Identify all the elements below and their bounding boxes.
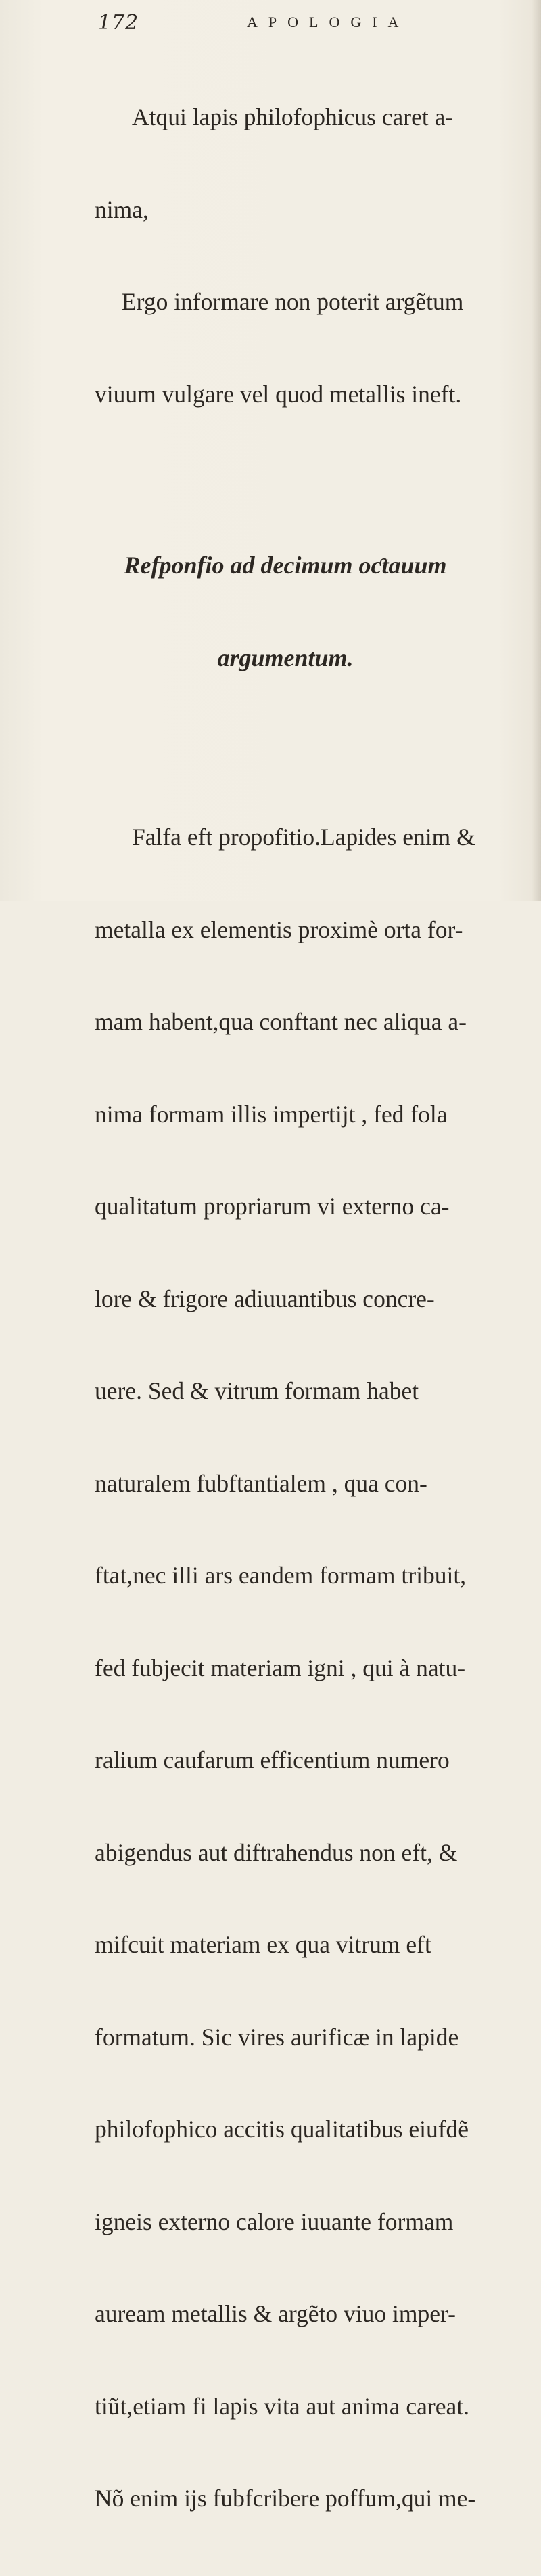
text-line: ftat,nec illi ars eandem formam tribuit, xyxy=(95,1562,467,1589)
text-line: formatum. Sic vires aurificæ in lapide xyxy=(95,2023,459,2051)
text-line: metalla ex elementis proximè orta for- xyxy=(95,915,463,943)
text-line: philofophico accitis qualitatibus eiufdẽ xyxy=(95,2116,469,2143)
text-line: Falfa eft propofitio.Lapides enim & xyxy=(132,824,475,851)
text-line: nima, xyxy=(95,195,149,223)
text-line: mifcuit materiam ex qua vitrum eft xyxy=(95,1931,431,1958)
spacer xyxy=(95,735,527,761)
text-line: lore & frigore adiuuantibus concre- xyxy=(95,1285,435,1312)
text-line: naturalem fubftantialem , qua con- xyxy=(95,1469,427,1497)
page-number: 172 xyxy=(98,11,139,34)
text-line: Atqui lapis philofophicus caret a- xyxy=(132,103,454,130)
text-line: qualitatum propriarum vi externo ca- xyxy=(95,1193,450,1220)
text-line: igneis externo calore iuuante formam xyxy=(95,2208,454,2235)
text-line: fed fubjecit materiam igni , qui à natu- xyxy=(95,1654,466,1681)
text-line: uere. Sed & vitrum formam habet xyxy=(95,1377,419,1404)
text-line: viuum vulgare vel quod metallis ineft. xyxy=(95,380,462,408)
text-line: mam habent,qua conftant nec aliqua a- xyxy=(95,1008,467,1035)
section-heading: argumentum. xyxy=(217,644,354,671)
running-title: APOLOGIA xyxy=(247,14,410,30)
text-line: abigendus aut diftrahendus non eft, & xyxy=(95,1838,458,1866)
text-line: Ergo informare non poterit argẽtum xyxy=(122,288,464,315)
text-line: tiũt,etiam fi lapis vita aut anima careat. xyxy=(95,2392,469,2420)
spacer xyxy=(95,471,527,489)
page-edge-shadow xyxy=(532,0,541,901)
text-line: Nõ enim ijs fubfcribere poffum,qui me- xyxy=(95,2485,476,2512)
page-header xyxy=(0,9,541,37)
text-line: nima formam illis impertijt , fed fola xyxy=(95,1100,448,1128)
text-line: auream metallis & argẽto viuo imper- xyxy=(95,2300,456,2327)
text-line: ralium caufarum efficentium numero xyxy=(95,1746,450,1773)
page-text xyxy=(95,41,527,2576)
section-heading: Refponfio ad decimum oƈtauum xyxy=(124,552,447,579)
